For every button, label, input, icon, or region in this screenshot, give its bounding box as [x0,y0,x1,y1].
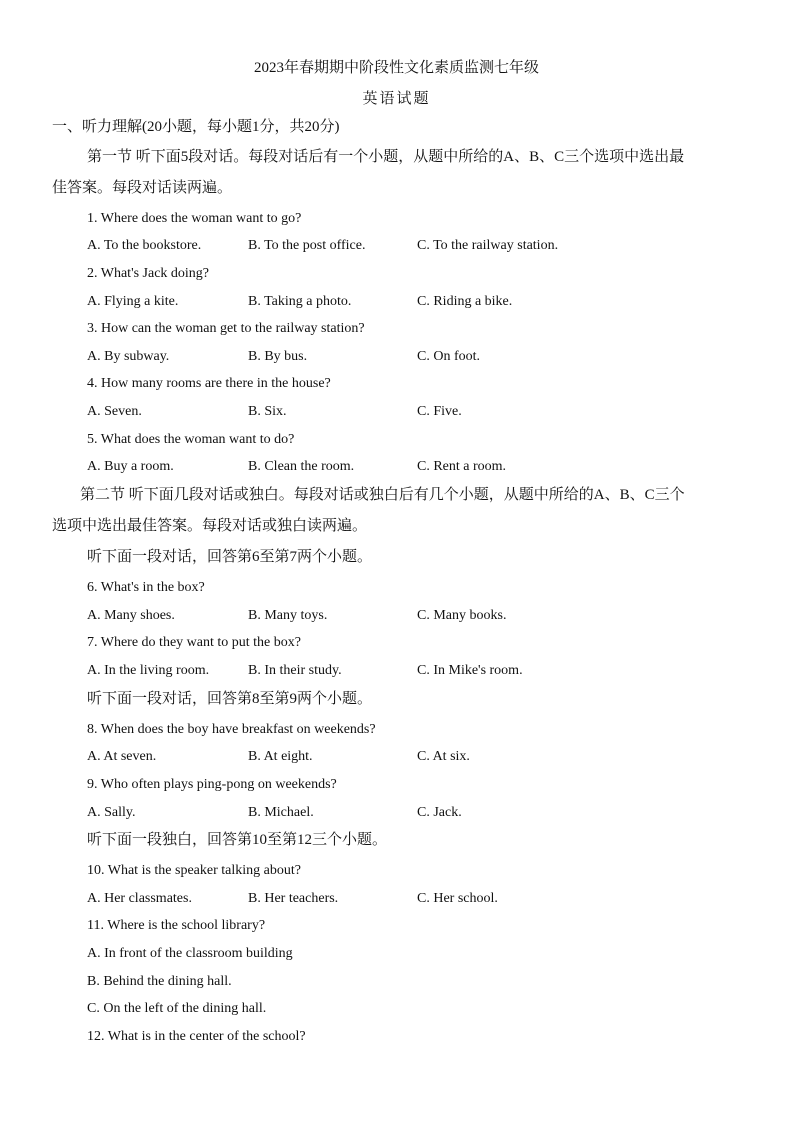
q8-option-b: B. At eight. [248,749,313,764]
q7-option-c: C. In Mike's room. [417,663,523,678]
section2-intro-line1: 第二节 听下面几段对话或独白。每段对话或独白后有几个小题，从题中所给的A、B、C三个 [80,487,685,503]
q8-option-a: A. At seven. [87,749,157,764]
q9-option-b: B. Michael. [248,805,314,820]
exam-subtitle: 英语试题 [362,91,431,107]
question-6: 6. What's in the box? [87,580,205,595]
question-7: 7. Where do they want to put the box? [87,635,301,650]
section2-intro-line2: 选项中选出最佳答案。每段对话或独白读两遍。 [52,518,368,534]
q6-option-c: C. Many books. [417,608,507,623]
dialog-8-9-instruction: 听下面一段对话，回答第8至第9两个小题。 [87,691,373,707]
q9-option-c: C. Jack. [417,805,462,820]
q1-option-c: C. To the railway station. [417,238,559,253]
dialog-6-7-instruction: 听下面一段对话，回答第6至第7两个小题。 [87,549,373,565]
q9-option-a: A. Sally. [87,805,136,820]
q3-option-a: A. By subway. [87,349,170,364]
q4-option-b: B. Six. [248,404,287,419]
question-2: 2. What's Jack doing? [87,266,210,281]
q11-option-b: B. Behind the dining hall. [87,974,232,989]
q10-option-c: C. Her school. [417,891,498,906]
q5-option-a: A. Buy a room. [87,459,174,474]
q5-option-b: B. Clean the room. [248,459,355,474]
question-12: 12. What is in the center of the school? [87,1029,306,1044]
part1-heading: 一、听力理解(20小题，每小题1分，共20分) [52,119,340,135]
q11-option-c: C. On the left of the dining hall. [87,1001,267,1016]
q7-option-b: B. In their study. [248,663,342,678]
question-1: 1. Where does the woman want to go? [87,211,302,226]
q3-option-b: B. By bus. [248,349,308,364]
q2-option-b: B. Taking a photo. [248,294,352,309]
question-9: 9. Who often plays ping-pong on weekends? [87,777,337,792]
q1-option-a: A. To the bookstore. [87,238,202,253]
q10-option-a: A. Her classmates. [87,891,192,906]
section1-intro-line1: 第一节 听下面5段对话。每段对话后有一个小题，从题中所给的A、B、C三个选项中选出最 [87,149,685,165]
q8-option-c: C. At six. [417,749,470,764]
question-8: 8. When does the boy have breakfast on weekends? [87,722,376,737]
q4-option-a: A. Seven. [87,404,142,419]
section1-intro-line2: 佳答案。每段对话读两遍。 [52,180,233,196]
question-4: 4. How many rooms are there in the house? [87,376,331,391]
mono-10-12-instruction: 听下面一段独白，回答第10至第12三个小题。 [87,832,388,848]
question-5: 5. What does the woman want to do? [87,432,295,447]
question-3: 3. How can the woman get to the railway station? [87,321,365,336]
q4-option-c: C. Five. [417,404,462,419]
q5-option-c: C. Rent a room. [417,459,507,474]
q7-option-a: A. In the living room. [87,663,210,678]
q3-option-c: C. On foot. [417,349,480,364]
q6-option-a: A. Many shoes. [87,608,175,623]
q11-option-a: A. In front of the classroom building [87,946,293,961]
q2-option-a: A. Flying a kite. [87,294,179,309]
q10-option-b: B. Her teachers. [248,891,339,906]
q1-option-b: B. To the post office. [248,238,366,253]
q2-option-c: C. Riding a bike. [417,294,513,309]
question-10: 10. What is the speaker talking about? [87,863,301,878]
question-11: 11. Where is the school library? [87,918,266,933]
exam-title: 2023年春期期中阶段性文化素质监测七年级 [253,60,539,76]
q6-option-b: B. Many toys. [248,608,328,623]
